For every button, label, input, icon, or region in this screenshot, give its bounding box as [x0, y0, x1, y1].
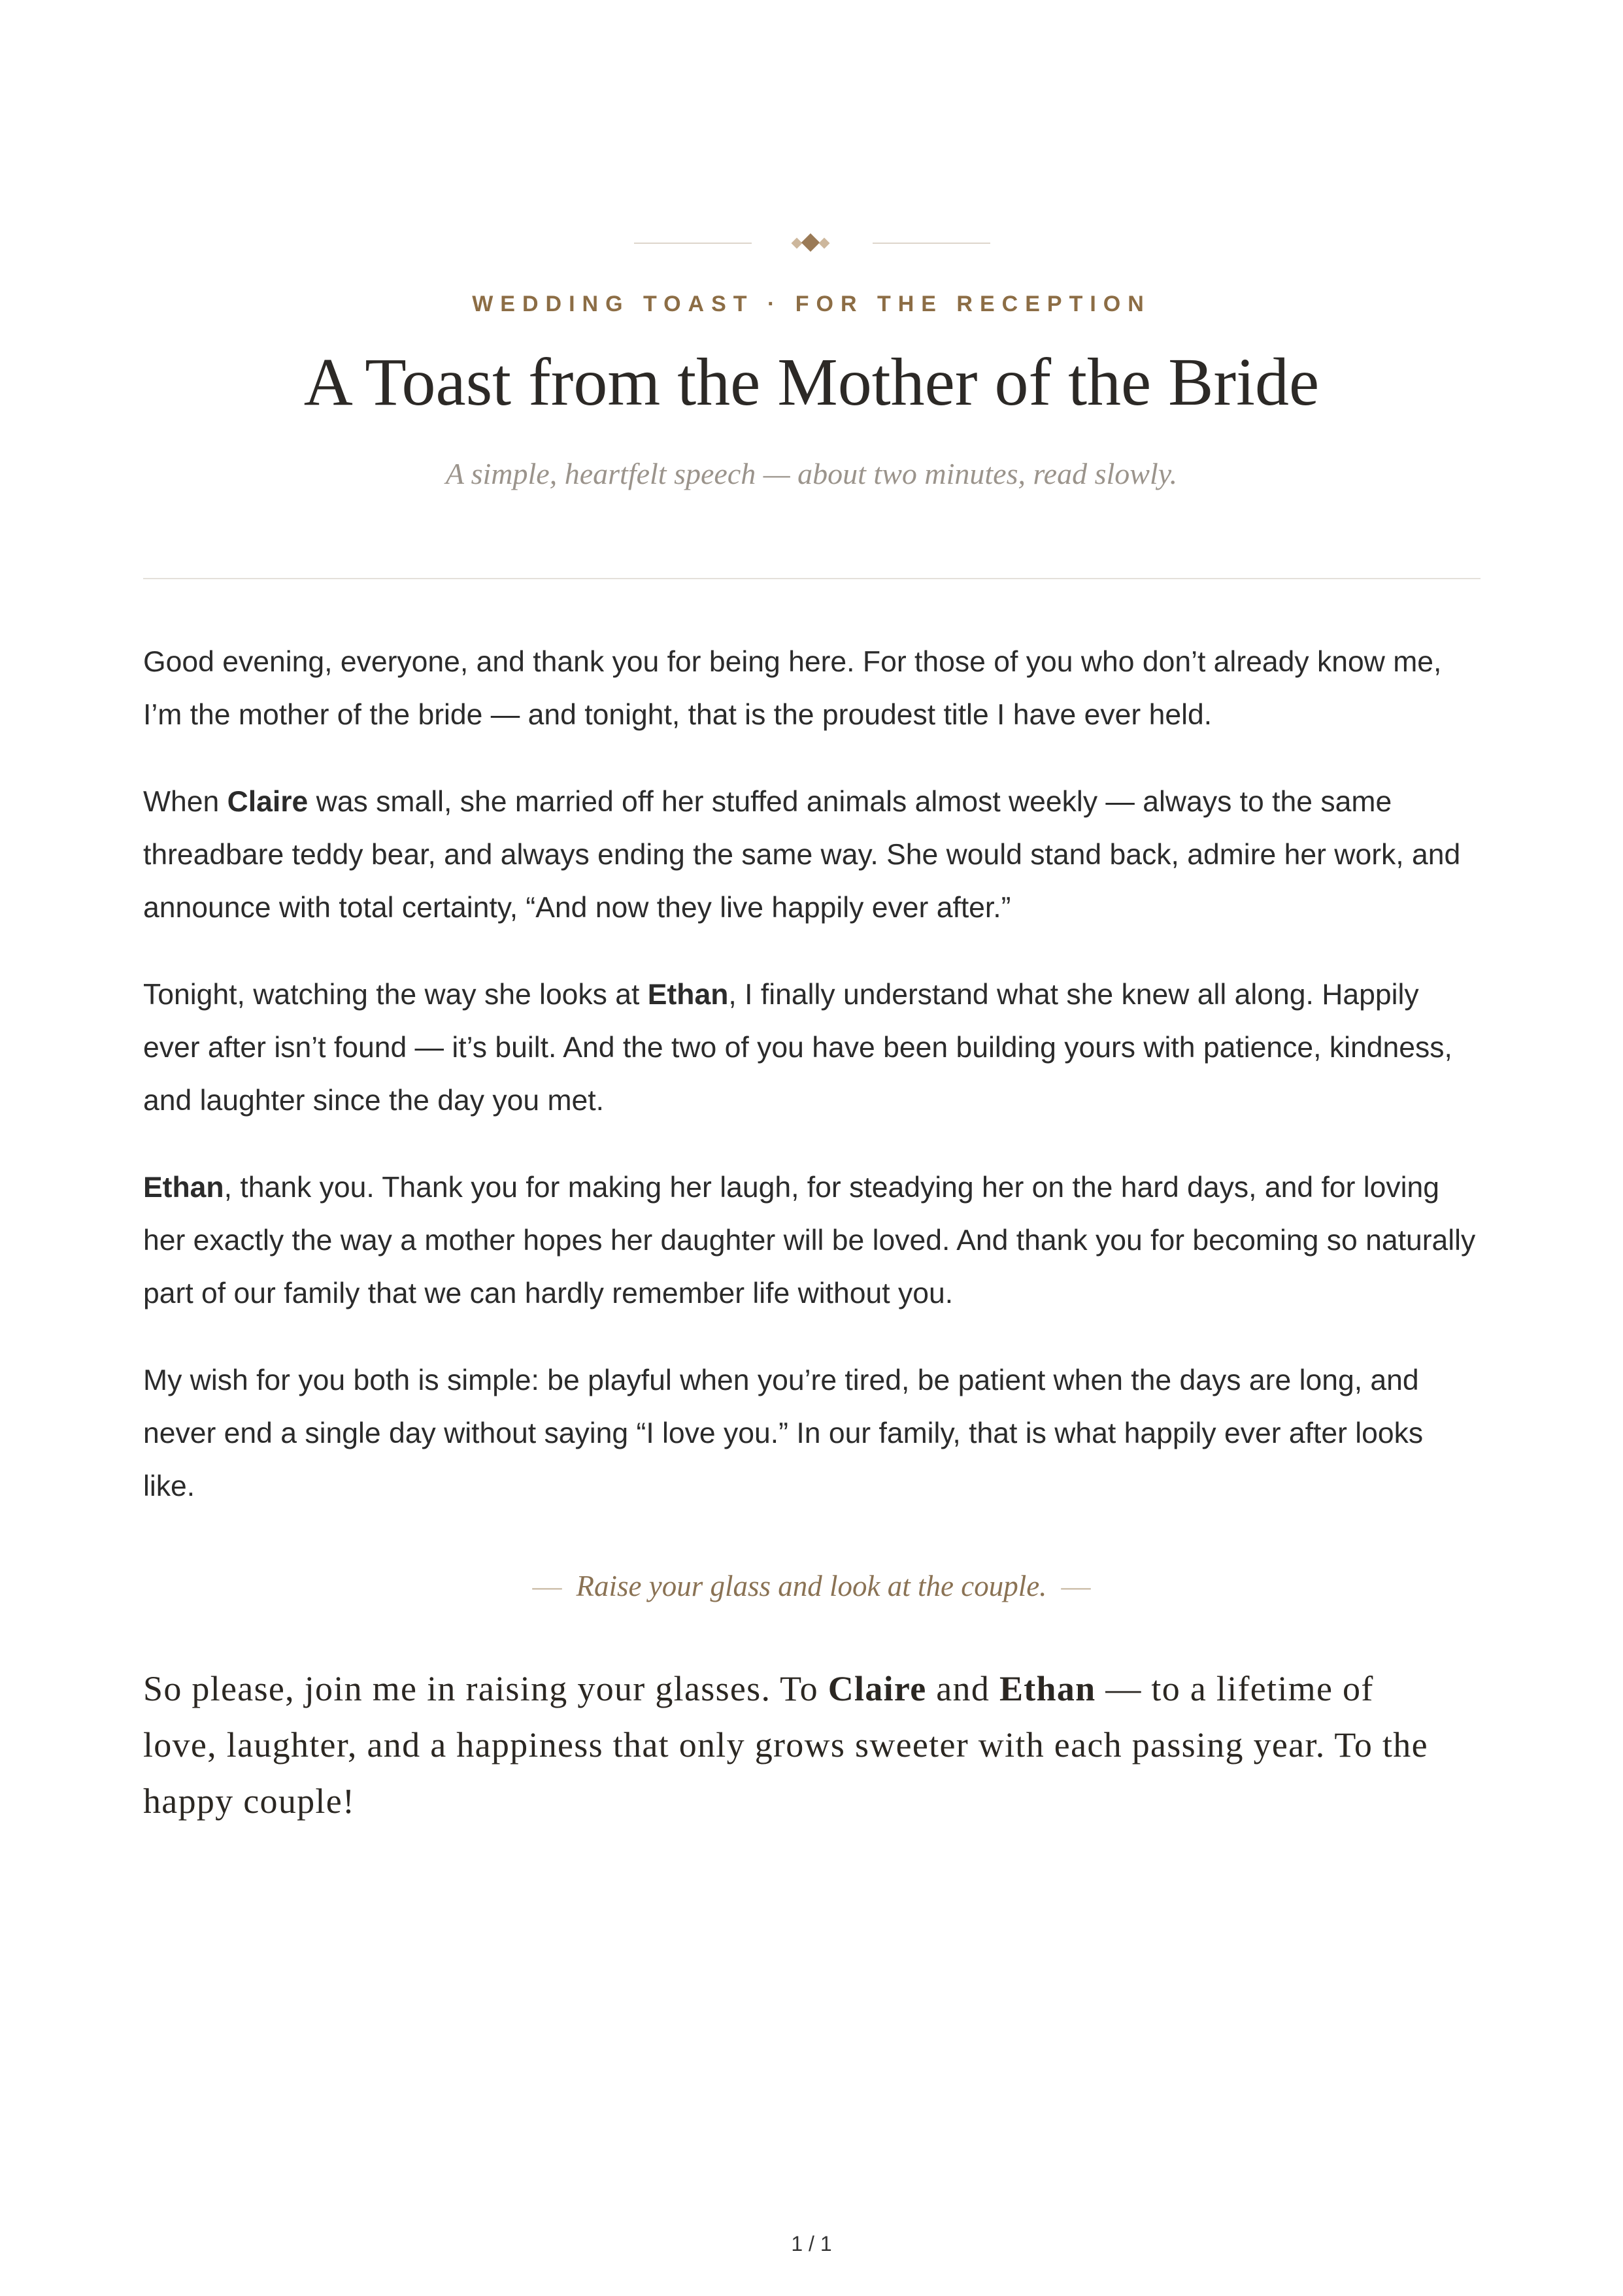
- page-number: 1 / 1: [791, 2232, 832, 2255]
- diamond-small-icon: [792, 238, 803, 249]
- cue-text: Raise your glass and look at the couple.: [576, 1570, 1047, 1602]
- diamond-small-icon: [819, 238, 830, 249]
- paragraph-text: Tonight, watching the way she looks at: [143, 979, 648, 1011]
- paragraph-text: Good evening, everyone, and thank you for being here. For those of you who don’t already know me, I’m the mother of the bride — and tonight, that is the proudest title I have ever held.: [143, 646, 1442, 731]
- ornament-divider: [0, 230, 1623, 256]
- bride-name: Claire: [828, 1669, 927, 1708]
- speech-paragraph: [143, 775, 1481, 934]
- page-subtitle: A simple, heartfelt speech — about two minutes, read slowly.: [445, 457, 1178, 490]
- cue-dash-right: —: [1061, 1570, 1091, 1602]
- closing-text: and: [926, 1669, 999, 1708]
- header-divider: [143, 578, 1481, 579]
- paragraph-text: My wish for you both is simple: be playful when you’re tired, be patient when the days are long, and never end a single day without saying “I love you.” In our family, that is what happily ever after looks like.: [143, 1364, 1424, 1502]
- paragraph-text: When: [143, 786, 227, 818]
- speech-paragraph: [143, 635, 1481, 741]
- diamond-icon: [801, 233, 820, 252]
- paragraph-text: , I finally understand what she knew all along. Happily ever after isn’t found — it’s built. And the two of you have been building yours with patience, kindness, and laughter since the day you met.: [143, 979, 1452, 1117]
- ornament-line-left: [634, 243, 752, 244]
- bride-name: Claire: [227, 786, 309, 818]
- stage-cue: [0, 1569, 1623, 1603]
- closing-toast: [143, 1661, 1450, 1829]
- groom-name: Ethan: [143, 1172, 224, 1204]
- paragraph-text: was small, she married off her stuffed animals almost weekly — always to the same threadbare teddy bear, and always ending the same way. She would stand back, admire her work, and announce with total certainty, “And now they live happily ever after.”: [143, 786, 1461, 924]
- groom-name: Ethan: [999, 1669, 1096, 1708]
- speech-paragraph: [143, 1161, 1481, 1320]
- speech-paragraph: [143, 968, 1481, 1127]
- groom-name: Ethan: [647, 979, 729, 1011]
- page-title: A Toast from the Mother of the Bride: [303, 345, 1320, 420]
- eyebrow-label: WEDDING TOAST · FOR THE RECEPTION: [472, 292, 1151, 316]
- closing-text: So please, join me in raising your glasses. To: [143, 1669, 828, 1708]
- speech-paragraph: [143, 1354, 1481, 1513]
- paragraph-text: , thank you. Thank you for making her laugh, for steadying her on the hard days, and for loving her exactly the way a mother hopes her daughter will be loved. And thank you for becoming so naturally part of our family that we can hardly remember life without you.: [143, 1172, 1476, 1309]
- speech-body: [143, 635, 1481, 1547]
- closing-text: — to a lifetime of love, laughter, and a happiness that only grows sweeter with each passing year. To the happy couple!: [143, 1669, 1428, 1821]
- ornament-line-right: [873, 243, 990, 244]
- cue-dash-left: —: [532, 1570, 562, 1602]
